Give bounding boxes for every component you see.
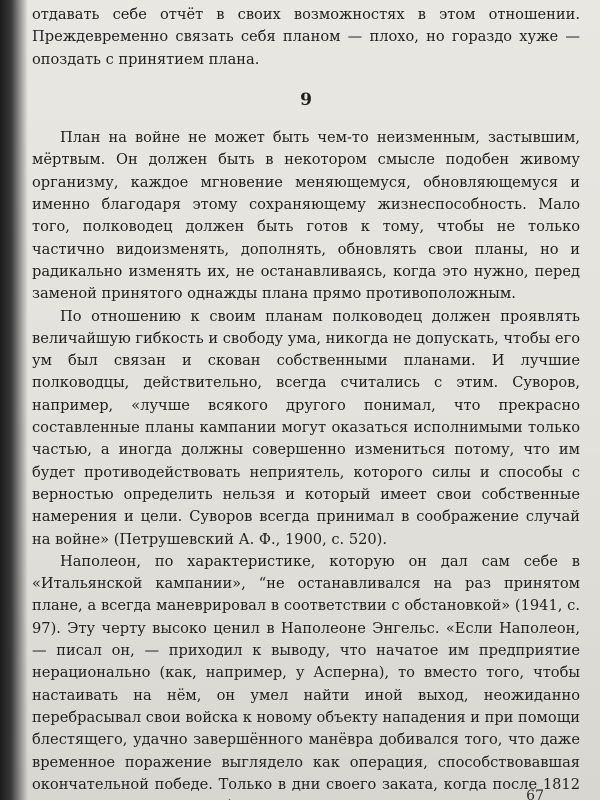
- paragraph: По отношению к своим планам полководец должен проявлять величайшую гибкость и свободу ума, никогда не допускать, чтобы его ум был связан и скован собственными планами. И лучшие полководцы, действительно, всегда считались с этим. Суворов, например, «лучше всякого другого понимал, что прекрасно составленные планы кампании могут оказаться исполнимыми только частью, а иногда должны совершенно измениться потому, что им будет противодействовать неприятель, которого силы и способы с верностью определить нельзя и который имеет свои собственные намерения и цели. Суворов всегда принимал в соображение случай на войне» (Петрушевский А. Ф., 1900, с. 520).: [32, 307, 580, 548]
- book-spine-shadow: [0, 0, 28, 800]
- page-text: [32, 4, 580, 800]
- paragraph: План на войне не может быть чем-то неизменным, застывшим, мёртвым. Он должен быть в некотором смысле подобен живому организму, каждое мгновение меняющемуся, обновляющемуся и именно благодаря этому сохраняющему жизнеспособность. Мало того, полководец должен быть готов к тому, чтобы не только частично видоизменять, дополнять, обновлять свои планы, но и радикально изменять их, не останавливаясь, когда это нужно, перед заменой принятого однажды плана прямо противоположным.: [32, 129, 580, 303]
- paragraph: Наполеон, по характеристике, которую он дал сам себе в «Итальянской кампании», “не останавливался на раз принятом плане, а всегда маневрировал в соответствии с обстановкой» (1941, с. 97). Эту черту высоко ценил в Наполеоне Энгельс. «Если Наполеон, — писал он, — приходил к выводу, что начатое им предприятие нерационально (как, например, у Асперна), то вместо того, чтобы настаивать на нём, он умел найти иной выход, неожиданно перебрасывал свои войска к новому объекту нападения и при помощи блестящего, удачно завершённого манёвра добивался того, что даже временное поражение выглядело как операция, способствовавшая окончательной победе. Только в дни своего заката, когда после 1812: [32, 552, 580, 793]
- section-number: 9: [300, 89, 312, 110]
- page-number: 67: [526, 788, 544, 800]
- top-paragraph: отдавать себе отчёт в своих возможностях в этом отношении. Преждевременно связать себя планом — плохо, но гораздо хуже — опоздать с принятием плана.: [32, 6, 580, 68]
